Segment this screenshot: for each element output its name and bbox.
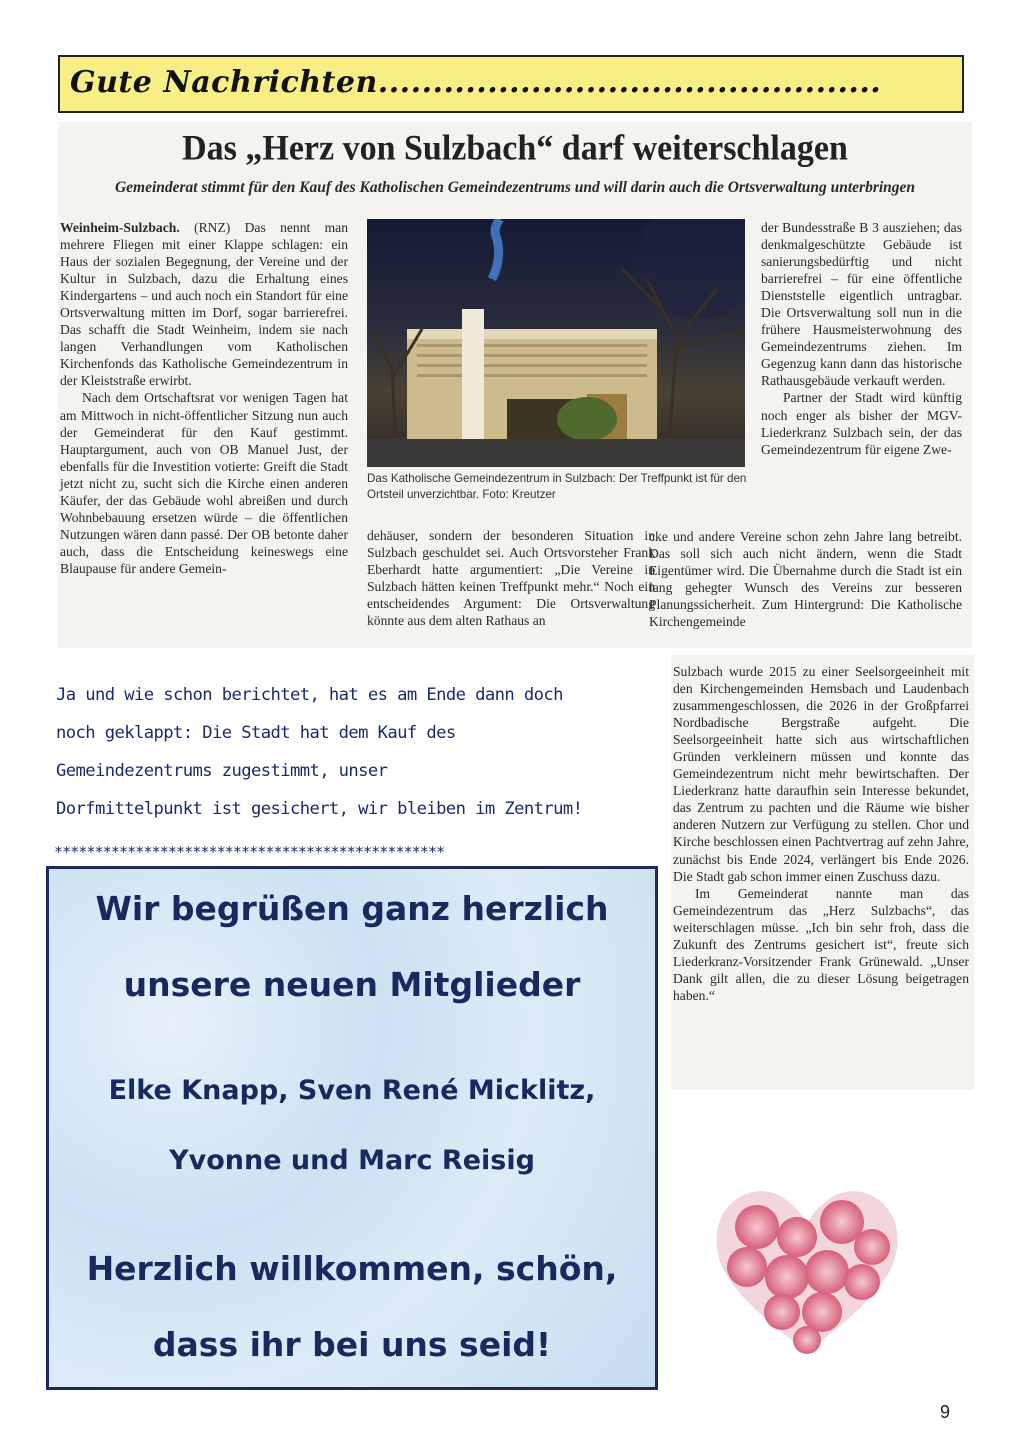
welcome-closing: dass ihr bei uns seid!: [152, 1325, 552, 1364]
newspaper-clipping-continued: [671, 655, 974, 1090]
welcome-box: [46, 866, 658, 1390]
article-paragraph: Nach dem Ortschaftsrat vor wenigen Tagen hat am Mittwoch in nicht-öffentlicher Sitzung nun auch der Gemeinderat für den Kauf gestimmt. Hauptargument, auch von OB Manuel Just, der ebenfalls für die Investition votierte: Greift die Stadt jetzt nicht zu, sucht sich die Kirche einen anderen Käufer, der das Gebäude wohl abreißen und durch Wohnbebauung ersetzen würde – die öffentlichen Nutzungen wären dann passé. Der OB betonte daher auch, dass die Entscheidung keineswegs eine Blaupause für andere Gemein-: [60, 390, 348, 576]
note-line: Dorfmittelpunkt ist gesichert, wir bleiben im Zentrum!: [56, 799, 583, 819]
newspaper-clipping: [58, 122, 972, 648]
article-paragraph: Im Gemeinderat nannte man das Gemeindezentrum das „Herz Sulzbachs“, das weiterschlagen müsse. „Ich bin sehr froh, dass die Zukunft des Zentrums gesichert ist“, freute sich Liederkranz-Vorsitzender Frank Grünewald. „Unser Dank gilt allen, die zu dieser Lösung beigetragen haben.“: [673, 885, 969, 1003]
article-paragraph: der Bundesstraße B 3 ausziehen; das denkmalgeschützte Gebäude ist sanierungsbedürftig und nicht barrierefrei – für eine öffentliche Dienststelle eigentlich untragbar. Die Ortsverwaltung soll nun in die frühere Hausmeisterwohnung des Gemeindezentrums ziehen. Im Gegenzug kann dann das historische Rathausgebäude verkauft werden.: [761, 220, 962, 389]
photo-caption: Das Katholische Gemeindezentrum in Sulzbach: Der Treffpunkt ist für den Ortsteil unverzichtbar. Foto: Kreutzer: [367, 472, 747, 501]
star-separator: ************************************************: [54, 843, 445, 861]
article-column-3: [761, 219, 962, 458]
page-number: 9: [940, 1402, 951, 1422]
article-paragraph: dehäuser, sondern der besonderen Situation in Sulzbach geschuldet sei. Auch Ortsvorsteher Frank Eberhardt hatte argumentiert: „Die Vereine in Sulzbach hätten keinen Treffpunkt mehr.“ Noch ein entscheidendes Argument: Die Ortsverwaltung könnte aus dem alten Rathaus an: [367, 528, 655, 629]
note-line: noch geklappt: Die Stadt hat dem Kauf des: [56, 723, 456, 743]
community-center-photo: [367, 219, 745, 467]
note-line: Gemeindezentrums zugestimmt, unser: [56, 761, 388, 781]
article-paragraph: (RNZ) Das nennt man mehrere Fliegen mit einer Klappe schlagen: ein Haus der sozialen Begegnung, der Vereine und der Kultur in Sulzbach, dazu die Erhaltung eines Kindergartens – und auch noch ein Standort für eine Ortsverwaltung mitten im Dorf, sogar barrierefrei. Das schafft die Stadt Weinheim, indem sie nach langen Verhandlungen vom Katholischen Kirchenfonds das Katholische Gemeindezentrum in der Kleiststraße erwirbt.: [60, 220, 348, 389]
article-paragraph: Partner der Stadt wird künftig noch enger als bisher der MGV-Liederkranz Sulzbach sein, der das Gemeindezentrum für eigene Zwe-: [761, 390, 962, 457]
welcome-heading: Wir begrüßen ganz herzlich: [95, 889, 609, 928]
section-banner: [58, 55, 964, 113]
welcome-subheading: unsere neuen Mitglieder: [123, 965, 581, 1004]
article-column-4: [673, 663, 969, 1004]
banner-title: Gute Nachrichten..............................................: [70, 65, 882, 100]
article-headline: Das „Herz von Sulzbach“ darf weiterschlagen: [182, 129, 848, 168]
article-paragraph: cke und andere Vereine schon zehn Jahre lang betreibt. Das soll sich auch nicht ändern, wenn die Stadt Eigentümer wird. Die Übernahme durch die Stadt ist ein lang gehegter Wunsch des Vereins zur besseren Planungssicherheit. Zum Hintergrund: Die Katholische Kirchengemeinde: [649, 529, 962, 630]
community-center-photo-illustration: [367, 219, 745, 467]
flower-heart-icon: [702, 1162, 912, 1372]
article-column-1: [60, 219, 348, 577]
article-subheadline: Gemeinderat stimmt für den Kauf des Katholischen Gemeindezentrums und will darin auch die Ortsverwaltung unterbringen: [114, 179, 916, 196]
article-paragraph: Sulzbach wurde 2015 zu einer Seelsorgeeinheit mit den Kirchengemeinden Hemsbach und Laudenbach zusammengeschlossen, die 2026 in der Großpfarrei Nordbadische Bergstraße aufgeht. Die Seelsorgeeinheit hatte sich aus wirtschaftlichen Gründen verkleinern müssen und konnte das Gemeindezentrum nicht mehr bewirtschaften. Der Liederkranz hatte daraufhin sein Interesse bekundet, das Zentrum zu pachten und die Räume wie bisher anderen Nutzern zur Verfügung zu stellen. Chor und Kirche beschlossen einen Pachtvertrag auf zehn Jahre, zunächst bis Ende 2024, verlängert bis Ende 2026. Die Stadt gab schon immer einen Zuschuss dazu.: [673, 664, 969, 884]
welcome-closing: Herzlich willkommen, schön,: [86, 1249, 618, 1288]
note-line: Ja und wie schon berichtet, hat es am Ende dann doch: [56, 685, 563, 705]
club-note: [56, 676, 656, 828]
article-column-3-continued: [649, 528, 962, 630]
new-members-names: Yvonne und Marc Reisig: [169, 1145, 535, 1176]
article-column-2: [367, 527, 655, 629]
new-members-names: Elke Knapp, Sven René Micklitz,: [108, 1075, 596, 1106]
article-dateline: Weinheim-Sulzbach.: [60, 220, 180, 235]
